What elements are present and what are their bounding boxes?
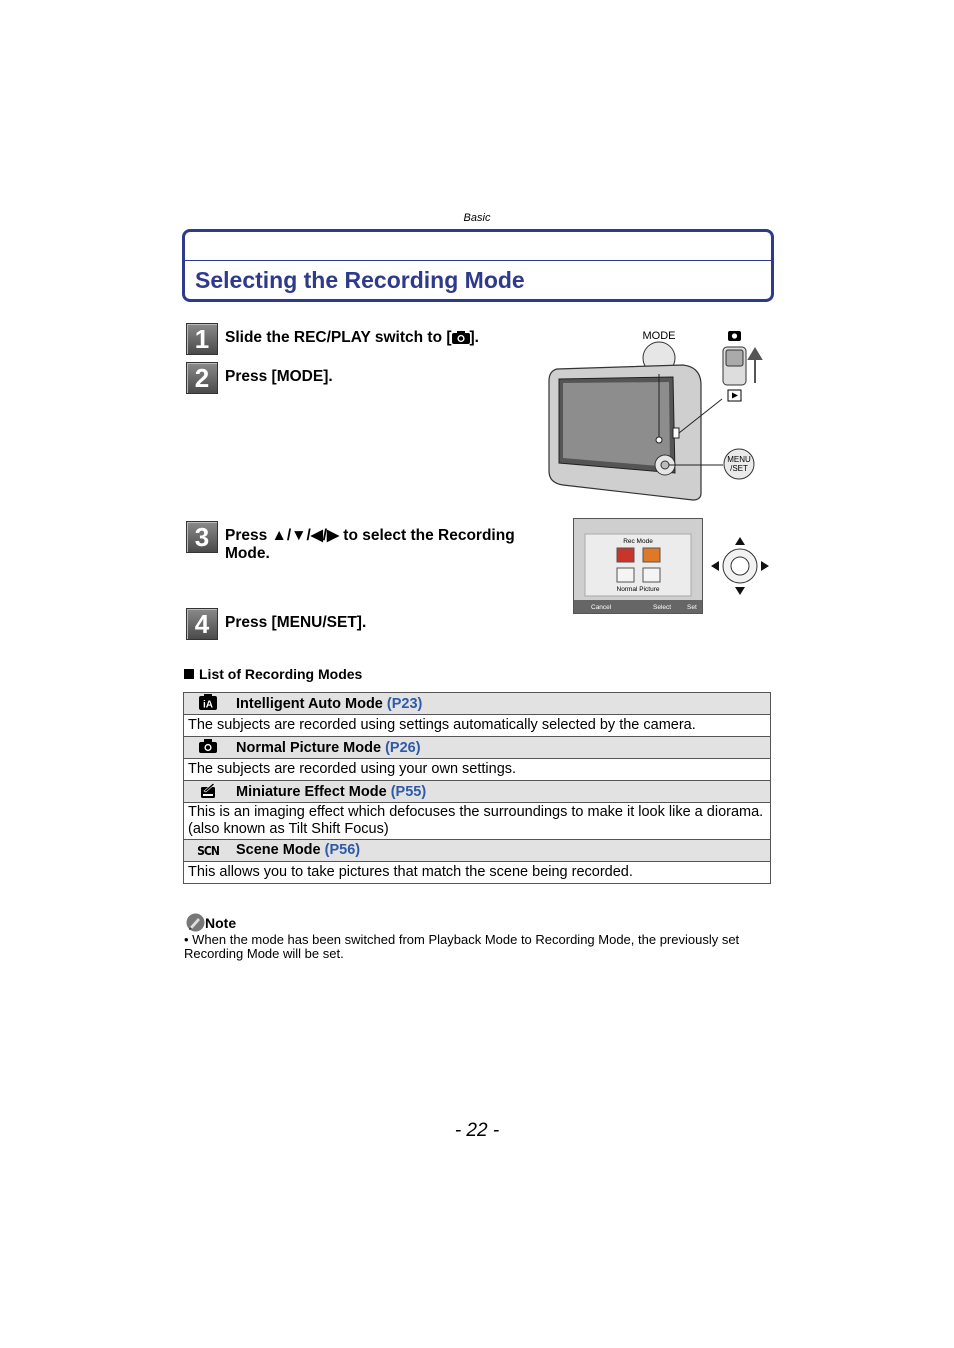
mode-header-row bbox=[184, 781, 771, 803]
step-1-text bbox=[225, 329, 479, 347]
switch-knob bbox=[726, 350, 743, 366]
mode-header-cell bbox=[184, 693, 771, 715]
mode-header-cell bbox=[184, 781, 771, 803]
rec-play-switch-small bbox=[673, 428, 679, 438]
bullet-square-icon bbox=[184, 669, 194, 679]
select-label: Select bbox=[653, 604, 672, 611]
miniature-icon bbox=[188, 782, 228, 802]
cancel-label: Cancel bbox=[591, 604, 612, 611]
mode-header-row bbox=[184, 737, 771, 759]
title-box bbox=[182, 229, 774, 302]
cursor-pad-illustration bbox=[710, 536, 770, 596]
svg-text:iA: iA bbox=[203, 699, 213, 710]
cursor-center-button bbox=[731, 557, 749, 575]
camera-icon bbox=[452, 331, 470, 344]
page-title: Selecting the Recording Mode bbox=[195, 267, 525, 293]
note-heading-text: Note bbox=[205, 915, 237, 931]
normal-picture-mode-tile bbox=[643, 548, 660, 562]
step-1-number: 1 bbox=[186, 323, 218, 355]
mode-description-row bbox=[184, 715, 771, 737]
mode-name: Normal Picture Mode bbox=[236, 739, 382, 756]
mode-description-row bbox=[184, 803, 771, 840]
mode-name: Intelligent Auto Mode bbox=[236, 695, 383, 712]
mode-description: This allows you to take pictures that match the scene being recorded. bbox=[184, 862, 771, 884]
set-label: Set bbox=[687, 604, 697, 611]
mode-button bbox=[656, 437, 662, 443]
miniature-mode-tile bbox=[617, 568, 634, 582]
camera-lcd-screen bbox=[563, 382, 670, 467]
mode-name: Miniature Effect Mode bbox=[236, 783, 387, 800]
mode-description-row bbox=[184, 862, 771, 884]
camera-icon bbox=[188, 739, 228, 757]
left-arrow-icon bbox=[711, 561, 719, 571]
step-1-text-after: ]. bbox=[469, 329, 479, 346]
note-text: • When the mode has been switched from Playback Mode to Recording Mode, the previously set Recording Mode will be set. bbox=[184, 932, 740, 961]
mode-header-cell bbox=[184, 737, 771, 759]
step-3-number: 3 bbox=[186, 521, 218, 553]
menu-set-button bbox=[661, 461, 669, 469]
down-arrow-icon bbox=[735, 587, 745, 595]
mode-header-row bbox=[184, 840, 771, 862]
note-icon bbox=[186, 913, 205, 932]
recording-modes-table bbox=[183, 692, 771, 884]
selected-mode-label: Normal Picture bbox=[616, 586, 660, 593]
mode-description-row bbox=[184, 759, 771, 781]
step-4-text: Press [MENU/SET]. bbox=[225, 614, 367, 631]
rec-mode-menu-title: Rec Mode bbox=[623, 538, 653, 545]
step-3-text: Press ▲/▼/◀/▶ to select the Recording Mode. bbox=[225, 527, 515, 562]
scn-icon bbox=[188, 843, 228, 859]
slide-up-arrow-icon bbox=[749, 349, 761, 383]
page-ref-link[interactable]: (P26) bbox=[385, 739, 421, 756]
menu-label-line1: MENU bbox=[727, 455, 751, 464]
page-number: - 22 - bbox=[454, 1120, 500, 1141]
mode-name: Scene Mode bbox=[236, 842, 321, 859]
scn-icon-text: SCN bbox=[197, 843, 219, 858]
menu-label-line2: /SET bbox=[730, 464, 748, 473]
title-divider bbox=[185, 260, 771, 261]
page-ref-link[interactable]: (P56) bbox=[324, 842, 361, 859]
mode-header-row bbox=[184, 693, 771, 715]
page-ref-link[interactable]: (P55) bbox=[390, 783, 427, 800]
camera-illustration bbox=[545, 325, 765, 503]
mode-description: The subjects are recorded using settings automatically selected by the camera. bbox=[184, 715, 771, 737]
list-heading bbox=[184, 666, 362, 682]
page-ref-link[interactable]: (P23) bbox=[386, 695, 423, 712]
up-arrow-icon bbox=[735, 537, 745, 545]
list-heading-text: List of Recording Modes bbox=[199, 666, 363, 682]
intelligent-auto-icon bbox=[188, 694, 228, 714]
mode-header-cell bbox=[184, 840, 771, 862]
step-4-number: 4 bbox=[186, 608, 218, 640]
mode-description: This is an imaging effect which defocuses the surroundings to make it look like a diorama. (also known as Tilt Shift Focus) bbox=[184, 803, 771, 840]
mode-description: The subjects are recorded using your own settings. bbox=[184, 759, 771, 781]
camera-mode-icon-lens bbox=[732, 333, 737, 338]
lcd-screen-illustration bbox=[573, 518, 703, 614]
step-1-text-before: Slide the REC/PLAY switch to [ bbox=[225, 329, 452, 346]
ia-mode-tile bbox=[617, 548, 634, 562]
scene-mode-tile bbox=[643, 568, 660, 582]
note-heading bbox=[186, 913, 236, 932]
step-2-number: 2 bbox=[186, 362, 218, 394]
section-label: Basic bbox=[463, 212, 491, 224]
step-2-text: Press [MODE]. bbox=[225, 368, 333, 385]
mode-label: MODE bbox=[642, 330, 676, 342]
right-arrow-icon bbox=[761, 561, 769, 571]
